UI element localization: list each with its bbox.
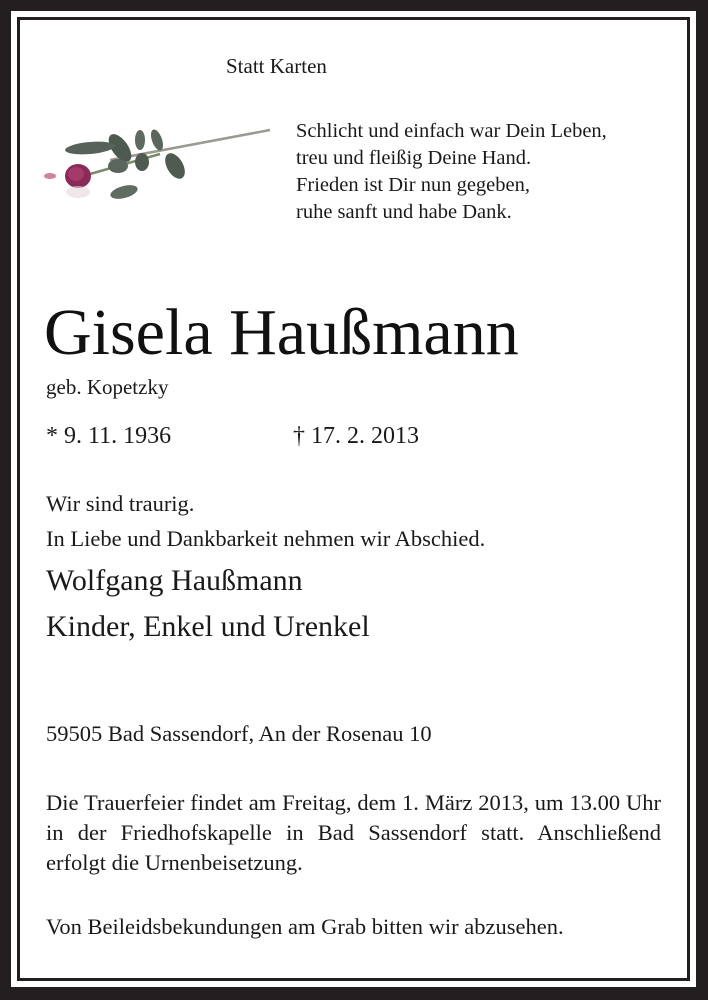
deceased-name: Gisela Haußmann [44, 296, 519, 369]
poem-line: Frieden ist Dir nun gegeben, [296, 174, 530, 196]
mourner-line-2: Kinder, Enkel und Urenkel [46, 610, 370, 643]
birth-date: * 9. 11. 1936 [46, 423, 172, 449]
rose-icon [40, 118, 280, 228]
poem-line: Schlicht und einfach war Dein Leben, [296, 120, 607, 142]
mourner-line-1: Wolfgang Haußmann [46, 564, 303, 597]
message-line-2: In Liebe und Dankbarkeit nehmen wir Abschied. [46, 526, 486, 551]
address: 59505 Bad Sassendorf, An der Rosenau 10 [46, 721, 432, 746]
poem-line: treu und fleißig Deine Hand. [296, 147, 532, 169]
closing-note: Von Beileidsbekundungen am Grab bitten wir abzusehen. [46, 914, 564, 939]
statt-karten: Statt Karten [226, 54, 327, 78]
message-line-1: Wir sind traurig. [46, 491, 195, 516]
maiden-name: geb. Kopetzky [46, 375, 169, 399]
death-date: † 17. 2. 2013 [293, 423, 419, 449]
poem-line: ruhe sanft und habe Dank. [296, 201, 512, 223]
ceremony-text: Die Trauerfeier findet am Freitag, dem 1. März 2013, um 13.00 Uhr in der Friedhofskapelle in Bad Sassendorf statt. Anschließend erfolgt die Urnenbeisetzung. [46, 790, 661, 875]
poem [296, 118, 607, 226]
